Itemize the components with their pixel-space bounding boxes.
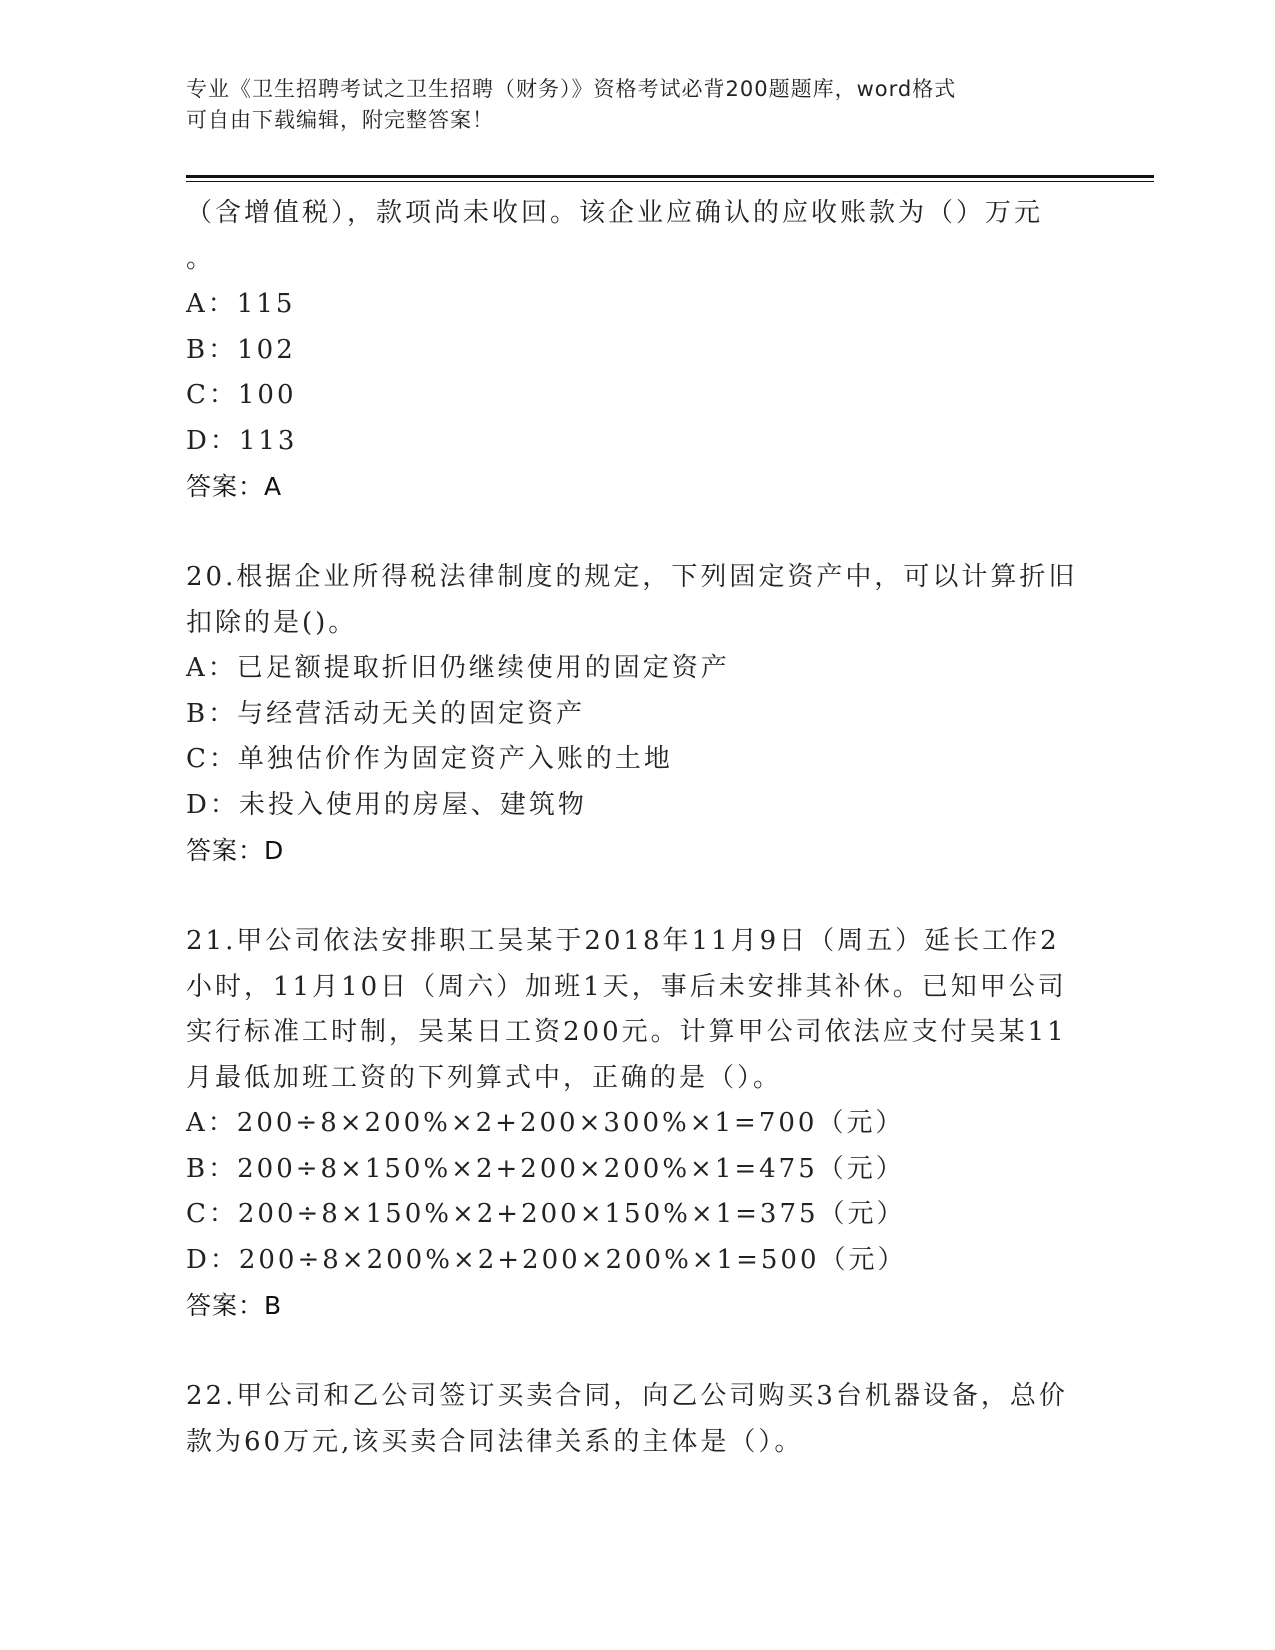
option-b: B：102 <box>186 334 296 365</box>
header-divider-thick <box>186 175 1154 178</box>
header-divider-thin <box>186 181 1154 182</box>
question-stem-line: 实行标准工时制，吴某日工资200元。计算甲公司依法应支付吴某11 <box>186 1017 1067 1047</box>
question-stem-line: 扣除的是()。 <box>186 607 358 638</box>
option-d: D：113 <box>186 425 298 456</box>
option-a: A：115 <box>186 289 296 319</box>
option-d: D：200÷8×200%×2+200×200%×1=500（元） <box>186 1244 907 1275</box>
question-stem-line: 月最低加班工资的下列算式中，正确的是（）。 <box>186 1062 783 1093</box>
question-19-continued <box>186 191 1086 510</box>
option-c: C：单独估价作为固定资产入账的土地 <box>186 744 673 774</box>
option-b: B：200÷8×150%×2+200×200%×1=475（元） <box>186 1153 905 1184</box>
option-d: D：未投入使用的房屋、建筑物 <box>186 789 587 820</box>
question-21 <box>186 919 1086 1329</box>
question-stem-line: （含增值税），款项尚未收回。该企业应确认的应收账款为（）万元 <box>186 198 1044 228</box>
document-body <box>186 191 1086 1465</box>
answer-line: 答案：D <box>186 836 285 865</box>
question-stem-line: 小时，11月10日（周六）加班1天，事后未安排其补休。已知甲公司 <box>186 971 1067 1002</box>
answer-line: 答案：B <box>186 1291 283 1320</box>
question-stem-line: 款为60万元,该买卖合同法律关系的主体是（）。 <box>186 1426 804 1457</box>
question-stem-line: 20.根据企业所得税法律制度的规定，下列固定资产中，可以计算折旧 <box>186 562 1078 592</box>
question-20 <box>186 555 1086 874</box>
question-stem-line: 21.甲公司依法安排职工吴某于2018年11月9日（周五）延长工作2 <box>186 926 1060 956</box>
question-stem-line: 22.甲公司和乙公司签订买卖合同，向乙公司购买3台机器设备，总价 <box>186 1381 1068 1411</box>
page-header: 专业《卫生招聘考试之卫生招聘（财务）》资格考试必背200题题库，word格式 可自由下载编辑，附完整答案！ <box>186 77 957 132</box>
option-a: A：200÷8×200%×2+200×300%×1=700（元） <box>186 1108 905 1138</box>
option-c: C：100 <box>186 380 297 410</box>
question-spacer <box>186 1329 1086 1375</box>
question-spacer <box>186 874 1086 920</box>
question-stem-line: 。 <box>186 243 216 274</box>
option-c: C：200÷8×150%×2+200×150%×1=375（元） <box>186 1199 906 1229</box>
option-b: B：与经营活动无关的固定资产 <box>186 698 586 729</box>
question-22 <box>186 1374 1086 1465</box>
question-spacer <box>186 510 1086 556</box>
answer-line: 答案：A <box>186 472 283 501</box>
option-a: A：已足额提取折旧仍继续使用的固定资产 <box>186 653 730 683</box>
